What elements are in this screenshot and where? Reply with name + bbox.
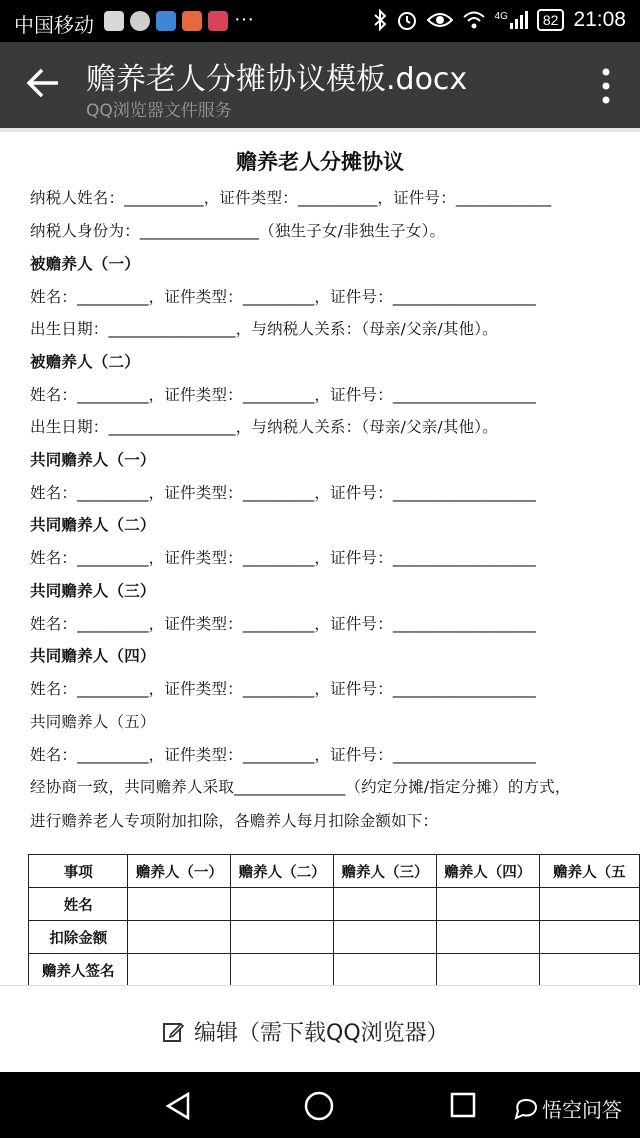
notification-icons [104, 11, 228, 31]
edit-icon [162, 1021, 184, 1043]
wifi-icon [462, 10, 486, 30]
table-row [29, 921, 640, 954]
table-cell [539, 888, 639, 921]
eye-comfort-icon [427, 11, 453, 29]
table-header-cell: 赡养人（一） [128, 855, 231, 888]
deduction-table [28, 854, 640, 985]
table-cell [128, 954, 231, 986]
document-line: 经协商一致，共同赡养人采取______________（约定分摊/指定分摊）的方式， [30, 778, 571, 796]
watermark-text: 悟空问答 [542, 1098, 622, 1122]
edit-button[interactable] [162, 1016, 449, 1047]
document-line: 纳税人姓名：__________，证件类型：__________，证件号：____________ [30, 189, 552, 207]
table-row-label: 姓名 [29, 888, 128, 921]
section-heading: 共同赡养人（一） [30, 451, 156, 469]
document-line: 出生日期：________________，与纳税人关系：（母亲/父亲/其他）。 [30, 418, 498, 436]
network-type: 4G [494, 11, 508, 22]
chrome-app-icon [130, 11, 150, 31]
document-line: 进行赡养老人专项附加扣除，各赡养人每月扣除金额如下： [30, 812, 439, 830]
document-line: 姓名：_________，证件类型：_________，证件号：__________________ [30, 484, 537, 502]
alarm-icon [396, 9, 418, 31]
section-heading: 共同赡养人（三） [30, 582, 156, 600]
document-line: 出生日期：________________，与纳税人关系：（母亲/父亲/其他）。 [30, 320, 498, 338]
clock: 21:08 [573, 8, 626, 31]
table-header-cell: 赡养人（五 [539, 855, 639, 888]
table-cell [128, 921, 231, 954]
document-line: 姓名：_________，证件类型：_________，证件号：__________________ [30, 615, 537, 633]
table-cell [334, 954, 437, 986]
table-cell [436, 954, 539, 986]
table-header-cell: 赡养人（四） [436, 855, 539, 888]
document-line: 姓名：_________，证件类型：_________，证件号：__________________ [30, 386, 537, 404]
home-nav-icon[interactable] [304, 1091, 334, 1121]
document-line: 姓名：_________，证件类型：_________，证件号：__________________ [30, 288, 537, 306]
table-row-label: 扣除金额 [29, 921, 128, 954]
table-cell [231, 954, 334, 986]
table-cell [128, 888, 231, 921]
signal-icon [495, 11, 528, 29]
table-row [29, 888, 640, 921]
carrier-name: 中国移动 [14, 13, 94, 37]
table-cell [231, 921, 334, 954]
document-title: 赡养老人分摊协议 [236, 150, 404, 174]
document-line: 共同赡养人（五） [30, 713, 156, 731]
document-line: 姓名：_________，证件类型：_________，证件号：__________________ [30, 549, 537, 567]
table-cell [436, 921, 539, 954]
toutiao-app-icon [104, 11, 124, 31]
back-arrow-icon[interactable] [26, 66, 60, 100]
section-heading: 共同赡养人（二） [30, 516, 156, 534]
table-cell [334, 921, 437, 954]
red-app-icon [208, 11, 228, 31]
status-bar [0, 0, 640, 42]
table-cell [334, 888, 437, 921]
file-title: 赡养老人分摊协议模板.docx [86, 62, 468, 97]
more-options-icon[interactable] [602, 68, 610, 104]
document-line: 纳税人身份为：_______________（独生子女/非独生子女）。 [30, 222, 446, 240]
table-header-cell: 赡养人（三） [334, 855, 437, 888]
section-heading: 共同赡养人（四） [30, 647, 156, 665]
edit-bar[interactable] [0, 985, 640, 1073]
document-line: 姓名：_________，证件类型：_________，证件号：__________________ [30, 680, 537, 698]
blue-app-icon [156, 11, 176, 31]
more-notifications-icon: ··· [234, 8, 254, 30]
battery-level: 82 [537, 9, 565, 31]
app-bar [0, 42, 640, 128]
table-cell [231, 888, 334, 921]
bluetooth-icon [373, 9, 387, 31]
table-cell [539, 954, 639, 986]
orange-app-icon [182, 11, 202, 31]
back-nav-icon[interactable] [164, 1091, 192, 1121]
table-cell [436, 888, 539, 921]
edit-label: 编辑（需下载QQ浏览器） [194, 1021, 449, 1046]
table-cell [539, 921, 639, 954]
watermark [514, 1094, 622, 1123]
recents-nav-icon[interactable] [450, 1092, 476, 1118]
table-row-label: 赡养人签名 [29, 954, 128, 986]
table-header-cell: 事项 [29, 855, 128, 888]
document-line: 姓名：_________，证件类型：_________，证件号：__________________ [30, 746, 537, 764]
table-row [29, 954, 640, 986]
file-service-subtitle: QQ浏览器文件服务 [86, 101, 232, 121]
table-header-cell: 赡养人（二） [231, 855, 334, 888]
navigation-bar [0, 1072, 640, 1138]
section-heading: 被赡养人（一） [30, 255, 140, 273]
wukong-logo-icon [514, 1098, 538, 1120]
document-viewer[interactable] [0, 132, 640, 985]
table-header-row [29, 855, 640, 888]
section-heading: 被赡养人（二） [30, 353, 140, 371]
